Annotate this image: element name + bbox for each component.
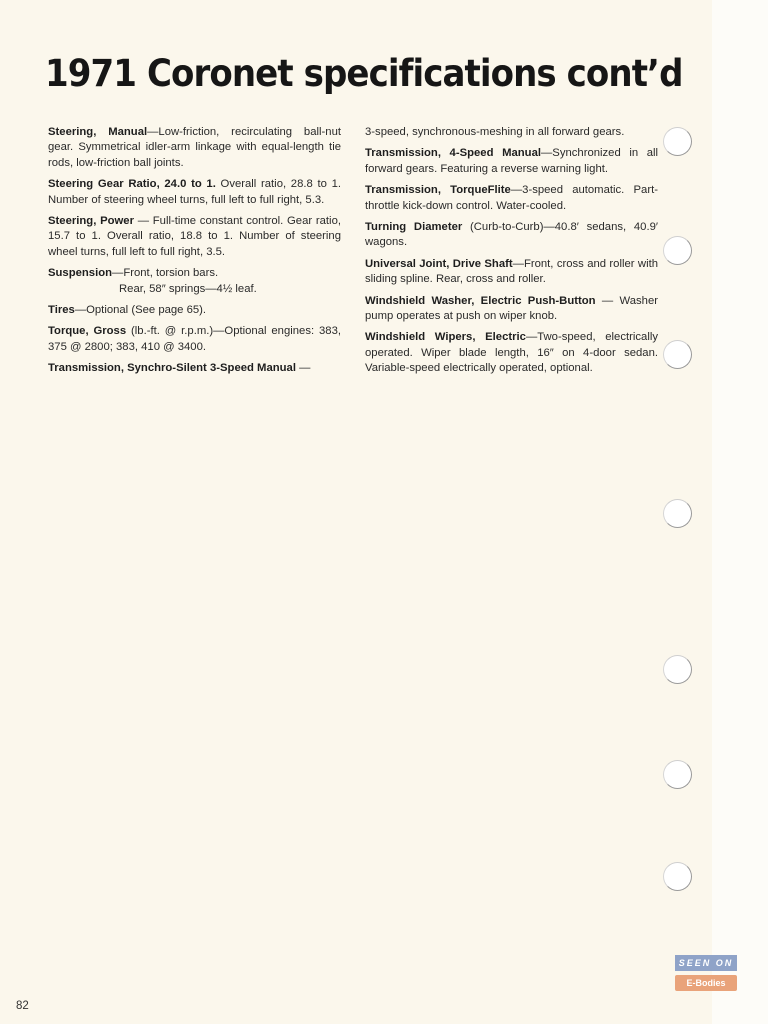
spec-term: Transmission, TorqueFlite <box>365 184 511 197</box>
spec-text: — Full-time constant control. Gear ratio, 15.7 to 1. Overall ratio, 18.8 to 1. Number of steering wheel turns, full left to full right, 3.5. <box>48 215 341 258</box>
spec-text: —Front, cross and roller with sliding spline. Rear, cross and roller. <box>365 257 658 286</box>
spec-term: Steering, Manual <box>48 126 148 138</box>
spec-text: —Optional (See page 65). <box>74 304 207 317</box>
spec-entry <box>48 324 341 355</box>
binder-hole <box>663 340 692 369</box>
spec-text: —Synchronized in all forward gears. Featuring a reverse warning light. <box>365 147 659 175</box>
spec-term: Tires <box>48 304 75 317</box>
spec-text: Overall ratio, 28.8 to 1. Number of steering wheel turns, full left to full right, 5.3. <box>48 178 342 206</box>
binder-hole <box>663 236 692 265</box>
spec-entry <box>365 146 658 177</box>
spec-entry <box>365 294 658 325</box>
spec-entry <box>365 257 658 288</box>
spec-entry <box>365 125 658 140</box>
spec-entry <box>48 266 341 297</box>
spec-entry <box>365 330 658 376</box>
page-title: 1971 Coronet specifications cont’d <box>45 52 683 95</box>
spec-text: —Front, torsion bars. <box>112 267 219 280</box>
spec-text: —Low-friction, recirculating ball-nut gear. Symmetrical idler-arm linkage with equal-length tie rods, low-friction ball joints. <box>48 126 341 169</box>
watermark-bottom-text: E-Bodies <box>675 975 737 991</box>
spec-text: — <box>295 362 311 375</box>
watermark-top-text: SEEN ON <box>675 955 737 971</box>
binder-hole <box>663 499 692 528</box>
spec-text: — Washer pump operates at push on wiper knob. <box>365 294 658 323</box>
spec-text: (lb.-ft. @ r.p.m.)—Optional engines: 383, 375 @ 2800; 383, 410 @ 3400. <box>48 325 341 353</box>
spec-entry <box>48 361 341 376</box>
spec-term: Windshield Washer, Electric Push-Button <box>365 294 596 307</box>
left-column <box>48 125 341 383</box>
right-column <box>365 125 658 383</box>
spec-entry <box>365 183 658 214</box>
site-watermark-logo <box>675 955 737 995</box>
binder-hole <box>663 862 692 891</box>
spec-term: Universal Joint, Drive Shaft <box>365 257 513 270</box>
spec-term: Transmission, Synchro-Silent 3-Speed Manual <box>48 362 296 375</box>
spec-text: 3-speed, synchronous-meshing in all forward gears. <box>365 126 625 138</box>
spec-text: —3-speed automatic. Part-throttle kick-down control. Water-cooled. <box>365 184 658 212</box>
spec-entry <box>365 220 658 251</box>
spec-entry <box>48 214 341 260</box>
spec-term: Turning Diameter <box>365 221 463 234</box>
page-number: 82 <box>16 1000 29 1012</box>
binder-hole <box>663 127 692 156</box>
spec-term: Steering Gear Ratio, 24.0 to 1. <box>48 178 216 191</box>
spec-text: —Two-speed, electrically operated. Wiper blade length, 16″ on 4-door sedan. Variable-speed electrically operated, optional. <box>365 331 658 375</box>
spec-entry <box>48 125 341 171</box>
binder-hole <box>663 655 692 684</box>
binder-hole <box>663 760 692 789</box>
spec-entry <box>48 303 341 318</box>
spec-text-continued: Rear, 58″ springs—4½ leaf. <box>119 282 257 295</box>
spec-entry <box>48 177 341 208</box>
spec-term: Steering, Power <box>48 215 134 228</box>
spec-term: Transmission, 4-Speed Manual <box>365 147 541 160</box>
page-edge <box>712 0 768 1024</box>
spec-text: (Curb-to-Curb)—40.8′ sedans, 40.9′ wagons. <box>365 221 658 249</box>
spec-term: Windshield Wipers, Electric <box>365 331 526 344</box>
spec-term: Suspension <box>48 267 113 280</box>
spec-term: Torque, Gross <box>48 325 127 338</box>
